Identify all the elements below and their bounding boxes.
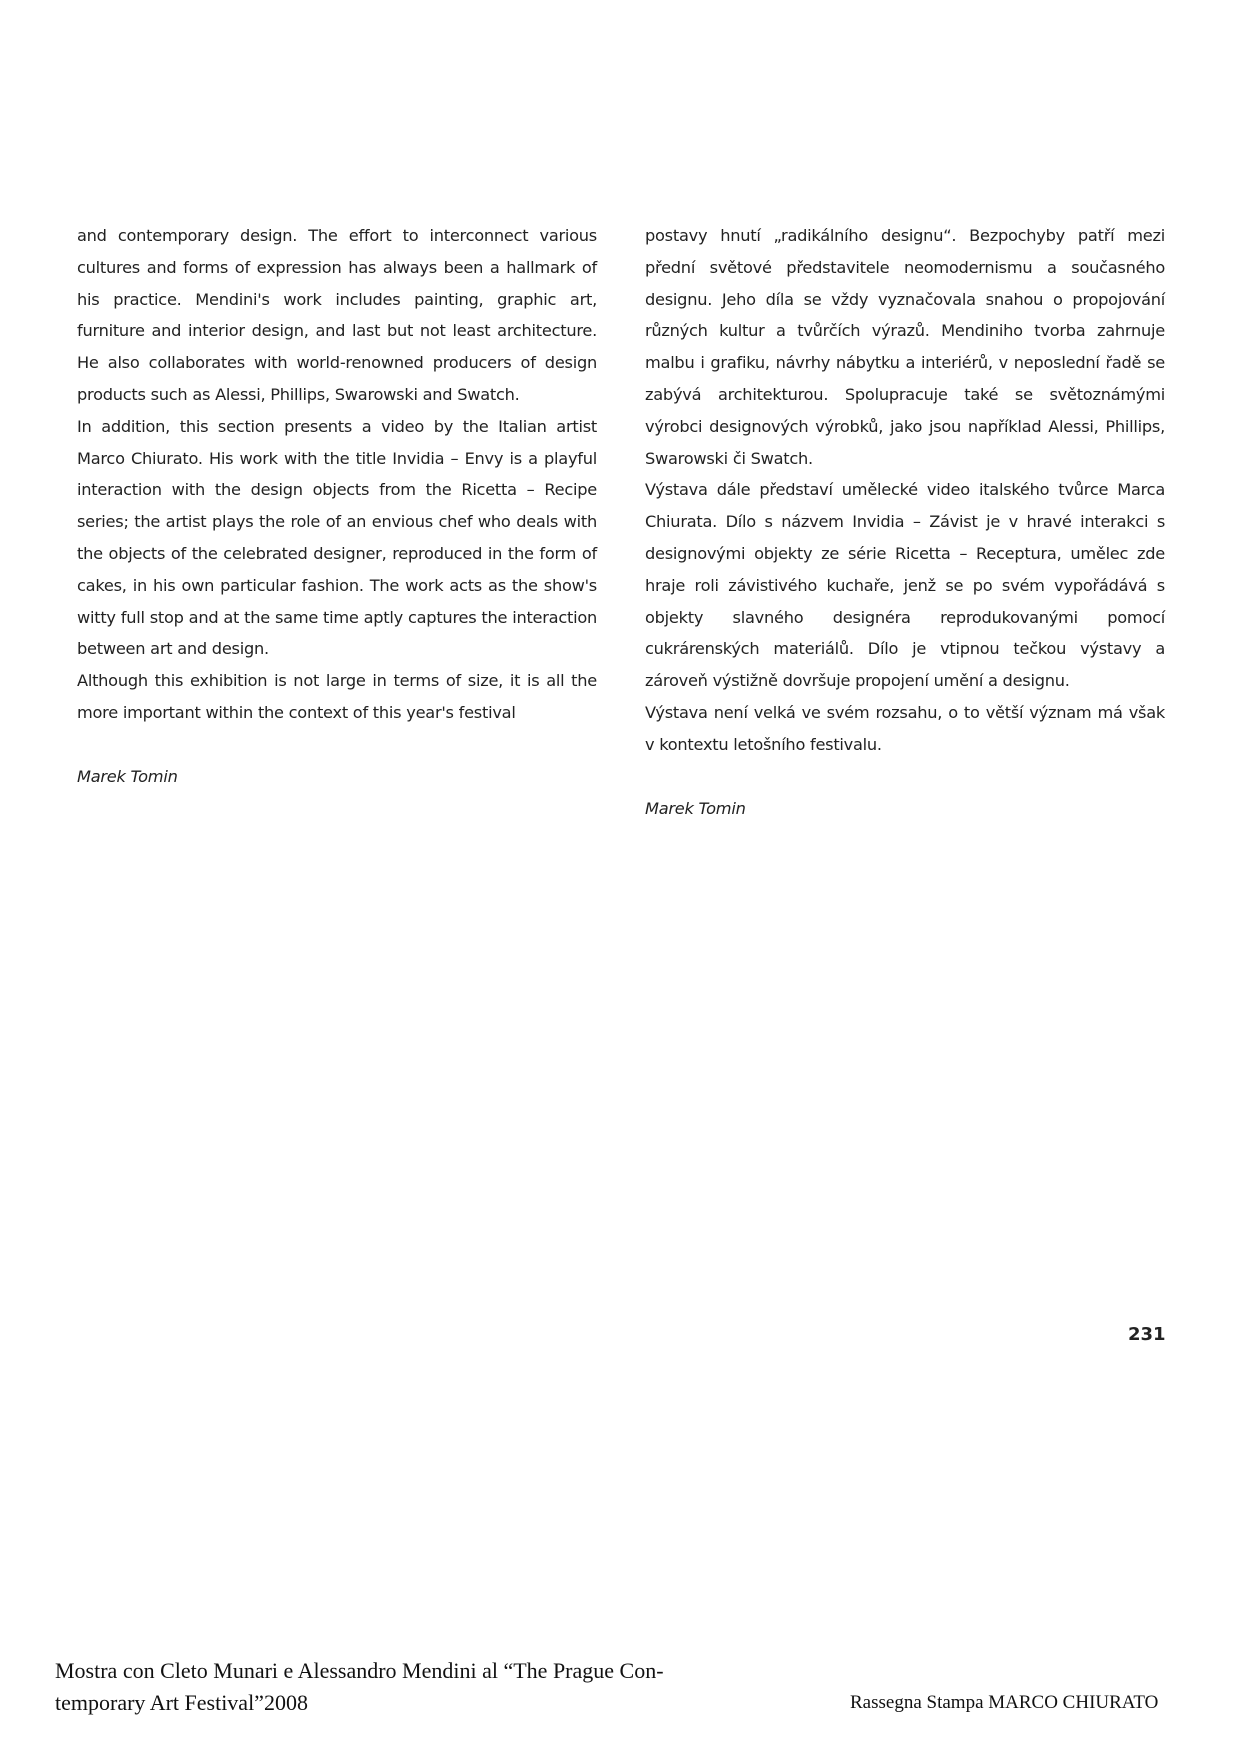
caption-line: temporary Art Festival”2008 [55,1690,308,1715]
paragraph: Výstava není velká ve svém rozsahu, o to větší význam má však v kontextu letošního festivalu. [645,702,1165,754]
paragraph: In addition, this section presents a video by the Italian artist Marco Chiurato. His work with the title Invidia – Envy is a playful interaction with the design objects from the Ricetta – Recipe series; the artist plays the role of an envious chef who deals with the objects of the celebrated designer, reproduced in the form of cakes, in his own particular fashion. The work acts as the show's witty full stop and at the same time aptly captures the interaction between art and design. [77,416,597,659]
caption-line: Mostra con Cleto Munari e Alessandro Mendini al “The Prague Con- [55,1658,664,1683]
paragraph: Výstava dále představí umělecké video italského tvůrce Marca Chiurata. Dílo s názvem Invidia – Závist je v hravé interakci s designovými objekty ze série Ricetta – Receptura, umělec zde hraje roli závistivého kuchaře, jenž se po svém vypořádává s objekty slavného designéra reprodukovanými pomocí cukrárenských materiálů. Dílo je vtipnou tečkou výstavy a zároveň výstižně dovršuje propojení umění a designu. [645,480,1165,691]
caption [55,1655,695,1719]
author-signature: Marek Tomin [645,798,746,818]
paragraph: Although this exhibition is not large in terms of size, it is all the more important within the context of this year's festival [77,671,597,722]
author-signature: Marek Tomin [77,766,178,786]
page-number: 231 [1128,1324,1166,1345]
english-text-column [77,220,597,793]
press-label: Rassegna Stampa MARCO CHIURATO [850,1692,1159,1713]
paragraph: and contemporary design. The effort to interconnect various cultures and forms of expression has always been a hallmark of his practice. Mendini's work includes painting, graphic art, furniture and interior design, and last but not least architecture. He also collaborates with world-renowned producers of design products such as Alessi, Phillips, Swarowski and Swatch. [77,226,597,404]
czech-text-column [645,220,1165,824]
paragraph: postavy hnutí „radikálního designu“. Bezpochyby patří mezi přední světové představitele neomodernismu a současného designu. Jeho díla se vždy vyznačovala snahou o propojování různých kultur a tvůrčích výrazů. Mendiniho tvorba zahrnuje malbu i grafiku, návrhy nábytku a interiérů, v neposlední řadě se zabývá architekturou. Spolupracuje také se světoznámými výrobci designových výrobků, jako jsou například Alessi, Phillips, Swarowski či Swatch. [645,226,1165,468]
